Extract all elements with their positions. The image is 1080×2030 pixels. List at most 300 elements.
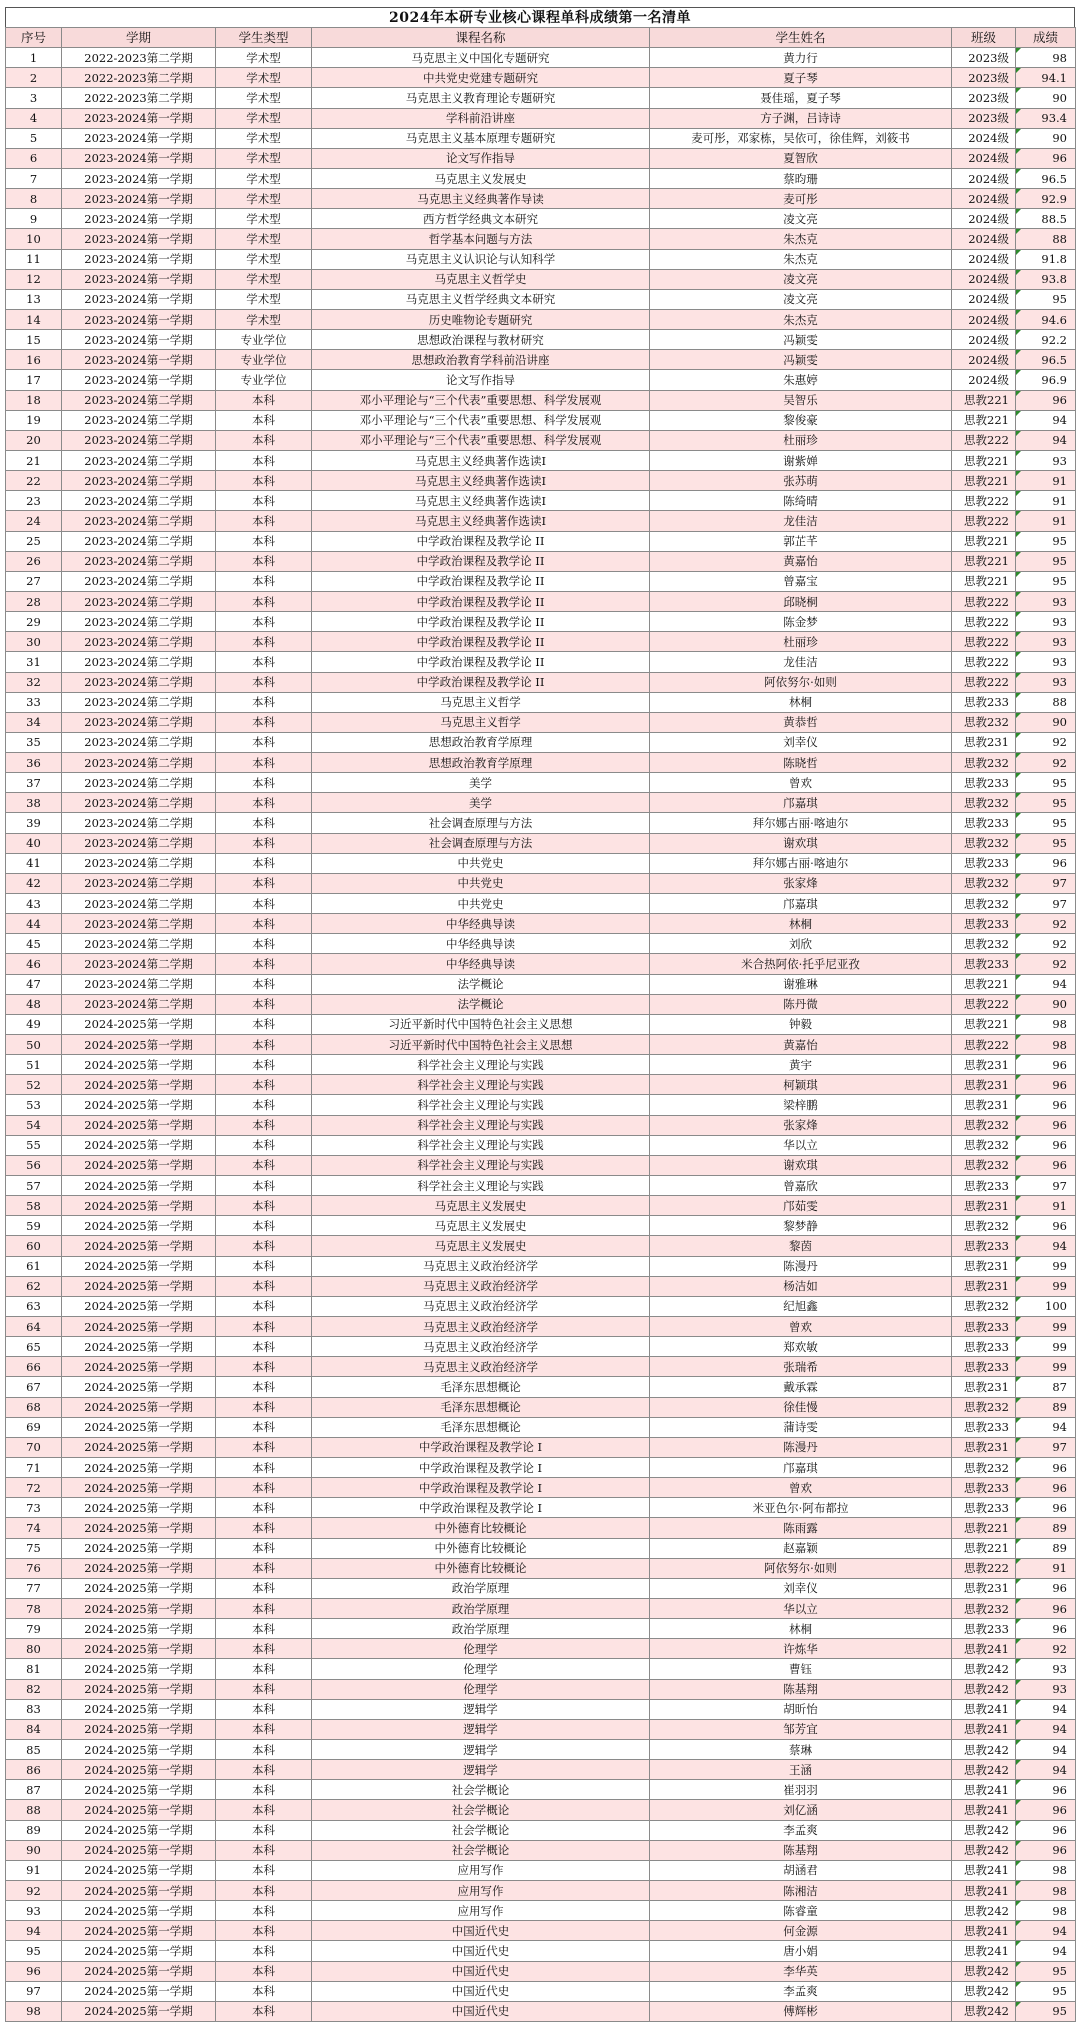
cell-index: 55	[6, 1135, 62, 1155]
table-row	[6, 1699, 1076, 1719]
table-row	[6, 1921, 1076, 1941]
cell-course: 学科前沿讲座	[312, 108, 650, 128]
cell-student-name: 黄嘉怡	[650, 551, 952, 571]
cell-class: 2024级	[952, 350, 1016, 370]
cell-score: 89	[1016, 1397, 1076, 1417]
cell-student-type: 本科	[216, 914, 312, 934]
table-row	[6, 1397, 1076, 1417]
cell-index: 35	[6, 732, 62, 752]
cell-student-type: 本科	[216, 1961, 312, 1981]
cell-score: 96	[1016, 1598, 1076, 1618]
cell-course: 马克思主义经典著作选读I	[312, 511, 650, 531]
cell-class: 思教222	[952, 1558, 1016, 1578]
cell-index: 4	[6, 108, 62, 128]
cell-student-name: 何金源	[650, 1921, 952, 1941]
table-row	[6, 873, 1076, 893]
cell-student-type: 本科	[216, 894, 312, 914]
cell-term: 2023-2024第二学期	[62, 873, 216, 893]
table-row	[6, 672, 1076, 692]
cell-score: 92	[1016, 753, 1076, 773]
cell-index: 10	[6, 229, 62, 249]
cell-course: 马克思主义哲学	[312, 692, 650, 712]
cell-index: 36	[6, 753, 62, 773]
cell-term: 2023-2024第一学期	[62, 209, 216, 229]
cell-term: 2024-2025第一学期	[62, 1397, 216, 1417]
cell-class: 思教241	[952, 1941, 1016, 1961]
cell-term: 2023-2024第二学期	[62, 753, 216, 773]
cell-class: 2023级	[952, 108, 1016, 128]
cell-score: 94	[1016, 1236, 1076, 1256]
cell-score: 92.2	[1016, 330, 1076, 350]
cell-class: 思教232	[952, 793, 1016, 813]
cell-student-type: 本科	[216, 1155, 312, 1175]
cell-student-type: 学术型	[216, 48, 312, 68]
table-row	[6, 571, 1076, 591]
cell-class: 思教222	[952, 430, 1016, 450]
cell-student-name: 陈晓哲	[650, 753, 952, 773]
cell-index: 58	[6, 1196, 62, 1216]
cell-class: 思教233	[952, 1478, 1016, 1498]
cell-score: 98	[1016, 1014, 1076, 1034]
cell-score: 94	[1016, 1941, 1076, 1961]
cell-student-type: 本科	[216, 511, 312, 531]
cell-course: 思想政治教育学科前沿讲座	[312, 350, 650, 370]
cell-class: 思教232	[952, 1216, 1016, 1236]
cell-index: 88	[6, 1800, 62, 1820]
cell-class: 2024级	[952, 370, 1016, 390]
cell-student-type: 本科	[216, 1901, 312, 1921]
cell-term: 2024-2025第一学期	[62, 1135, 216, 1155]
cell-score: 94	[1016, 430, 1076, 450]
cell-term: 2023-2024第二学期	[62, 632, 216, 652]
cell-student-name: 米亚色尔·阿布都拉	[650, 1498, 952, 1518]
cell-class: 思教241	[952, 1880, 1016, 1900]
cell-term: 2023-2024第二学期	[62, 974, 216, 994]
cell-score: 95	[1016, 1961, 1076, 1981]
table-row	[6, 2001, 1076, 2021]
cell-index: 33	[6, 692, 62, 712]
header-class: 班级	[952, 28, 1016, 48]
cell-student-type: 本科	[216, 873, 312, 893]
cell-student-name: 阿依努尔·如则	[650, 672, 952, 692]
cell-student-type: 本科	[216, 1176, 312, 1196]
cell-class: 思教231	[952, 1377, 1016, 1397]
table-row	[6, 1538, 1076, 1558]
cell-student-name: 赵嘉颖	[650, 1538, 952, 1558]
cell-student-name: 龙佳洁	[650, 511, 952, 531]
cell-index: 95	[6, 1941, 62, 1961]
cell-student-type: 本科	[216, 1196, 312, 1216]
table-row	[6, 209, 1076, 229]
cell-student-name: 黎俊豪	[650, 410, 952, 430]
cell-course: 马克思主义政治经济学	[312, 1256, 650, 1276]
cell-class: 思教232	[952, 1135, 1016, 1155]
table-row	[6, 1296, 1076, 1316]
cell-class: 思教242	[952, 1961, 1016, 1981]
cell-course: 科学社会主义理论与实践	[312, 1155, 650, 1175]
cell-class: 2024级	[952, 249, 1016, 269]
cell-class: 思教232	[952, 1296, 1016, 1316]
cell-student-name: 陈金梦	[650, 612, 952, 632]
cell-class: 思教221	[952, 571, 1016, 591]
cell-course: 论文写作指导	[312, 148, 650, 168]
cell-class: 思教222	[952, 1035, 1016, 1055]
cell-score: 93	[1016, 652, 1076, 672]
table-row	[6, 1860, 1076, 1880]
cell-index: 24	[6, 511, 62, 531]
cell-course: 美学	[312, 773, 650, 793]
cell-term: 2024-2025第一学期	[62, 1760, 216, 1780]
cell-term: 2024-2025第一学期	[62, 1035, 216, 1055]
cell-index: 38	[6, 793, 62, 813]
cell-student-type: 本科	[216, 1639, 312, 1659]
cell-index: 79	[6, 1619, 62, 1639]
table-row	[6, 511, 1076, 531]
cell-student-type: 本科	[216, 612, 312, 632]
cell-score: 95	[1016, 551, 1076, 571]
cell-class: 思教232	[952, 1115, 1016, 1135]
cell-index: 93	[6, 1901, 62, 1921]
cell-score: 94.1	[1016, 68, 1076, 88]
cell-student-type: 学术型	[216, 189, 312, 209]
cell-score: 93	[1016, 450, 1076, 470]
table-row	[6, 793, 1076, 813]
cell-index: 94	[6, 1921, 62, 1941]
table-row	[6, 1457, 1076, 1477]
cell-student-name: 邝嘉琪	[650, 1457, 952, 1477]
cell-student-type: 本科	[216, 1035, 312, 1055]
cell-course: 中学政治课程及教学论 II	[312, 672, 650, 692]
cell-student-type: 本科	[216, 491, 312, 511]
cell-score: 99	[1016, 1337, 1076, 1357]
cell-index: 37	[6, 773, 62, 793]
cell-student-name: 黄宇	[650, 1055, 952, 1075]
cell-class: 思教242	[952, 1820, 1016, 1840]
cell-course: 马克思主义发展史	[312, 1196, 650, 1216]
cell-class: 思教231	[952, 1055, 1016, 1075]
cell-student-type: 本科	[216, 1518, 312, 1538]
cell-term: 2024-2025第一学期	[62, 1437, 216, 1457]
table-row	[6, 1276, 1076, 1296]
cell-score: 96	[1016, 1780, 1076, 1800]
cell-class: 思教231	[952, 1256, 1016, 1276]
table-row	[6, 68, 1076, 88]
cell-student-type: 本科	[216, 1981, 312, 2001]
cell-student-type: 本科	[216, 793, 312, 813]
cell-index: 96	[6, 1961, 62, 1981]
cell-student-name: 龙佳洁	[650, 652, 952, 672]
cell-score: 94	[1016, 1739, 1076, 1759]
cell-score: 94	[1016, 1719, 1076, 1739]
cell-score: 94	[1016, 410, 1076, 430]
cell-score: 90	[1016, 712, 1076, 732]
cell-score: 96	[1016, 1155, 1076, 1175]
cell-student-name: 刘幸仪	[650, 1578, 952, 1598]
cell-score: 96	[1016, 1115, 1076, 1135]
cell-student-type: 学术型	[216, 229, 312, 249]
table-row	[6, 1719, 1076, 1739]
cell-class: 思教242	[952, 1739, 1016, 1759]
cell-class: 思教233	[952, 1498, 1016, 1518]
table-row	[6, 1317, 1076, 1337]
cell-term: 2023-2024第二学期	[62, 672, 216, 692]
cell-student-type: 本科	[216, 1679, 312, 1699]
cell-class: 思教232	[952, 894, 1016, 914]
cell-class: 思教232	[952, 873, 1016, 893]
table-row	[6, 309, 1076, 329]
header-index: 序号	[6, 28, 62, 48]
cell-course: 中外德育比较概论	[312, 1518, 650, 1538]
cell-score: 92.9	[1016, 189, 1076, 209]
cell-index: 68	[6, 1397, 62, 1417]
cell-student-name: 麦可彤，邓家栋，吴依可，徐佳辉，刘筱书	[650, 128, 952, 148]
cell-index: 66	[6, 1357, 62, 1377]
cell-course: 马克思主义发展史	[312, 1236, 650, 1256]
cell-class: 思教232	[952, 833, 1016, 853]
cell-class: 思教242	[952, 2001, 1016, 2021]
cell-student-type: 本科	[216, 1357, 312, 1377]
cell-student-name: 杜丽珍	[650, 430, 952, 450]
cell-student-name: 张家烽	[650, 1115, 952, 1135]
cell-course: 邓小平理论与“三个代表”重要思想、科学发展观	[312, 410, 650, 430]
cell-term: 2023-2024第二学期	[62, 934, 216, 954]
table-row	[6, 692, 1076, 712]
cell-term: 2023-2024第二学期	[62, 894, 216, 914]
cell-class: 思教232	[952, 1155, 1016, 1175]
header-term: 学期	[62, 28, 216, 48]
cell-class: 思教232	[952, 934, 1016, 954]
table-row	[6, 1155, 1076, 1175]
cell-course: 马克思主义中国化专题研究	[312, 48, 650, 68]
cell-term: 2022-2023第二学期	[62, 48, 216, 68]
cell-student-name: 陈基翔	[650, 1840, 952, 1860]
cell-term: 2024-2025第一学期	[62, 1276, 216, 1296]
cell-index: 71	[6, 1457, 62, 1477]
cell-student-name: 陈雨露	[650, 1518, 952, 1538]
cell-term: 2024-2025第一学期	[62, 1236, 216, 1256]
cell-class: 2024级	[952, 309, 1016, 329]
cell-index: 87	[6, 1780, 62, 1800]
cell-index: 18	[6, 390, 62, 410]
cell-student-name: 林桐	[650, 914, 952, 934]
cell-course: 社会学概论	[312, 1840, 650, 1860]
cell-student-type: 学术型	[216, 209, 312, 229]
cell-student-name: 夏智欣	[650, 148, 952, 168]
cell-class: 思教231	[952, 1276, 1016, 1296]
cell-course: 应用写作	[312, 1901, 650, 1921]
cell-index: 22	[6, 471, 62, 491]
cell-class: 思教241	[952, 1639, 1016, 1659]
cell-course: 马克思主义发展史	[312, 168, 650, 188]
cell-student-type: 本科	[216, 1397, 312, 1417]
cell-course: 中国近代史	[312, 1921, 650, 1941]
cell-index: 11	[6, 249, 62, 269]
cell-course: 逻辑学	[312, 1739, 650, 1759]
cell-index: 44	[6, 914, 62, 934]
cell-score: 96	[1016, 1055, 1076, 1075]
cell-class: 思教233	[952, 954, 1016, 974]
cell-index: 6	[6, 148, 62, 168]
cell-student-type: 专业学位	[216, 330, 312, 350]
cell-student-type: 本科	[216, 430, 312, 450]
cell-class: 思教221	[952, 974, 1016, 994]
cell-score: 93	[1016, 612, 1076, 632]
cell-index: 7	[6, 168, 62, 188]
cell-course: 政治学原理	[312, 1598, 650, 1618]
cell-score: 92	[1016, 934, 1076, 954]
cell-student-type: 本科	[216, 1880, 312, 1900]
cell-index: 43	[6, 894, 62, 914]
cell-score: 96	[1016, 853, 1076, 873]
cell-student-type: 本科	[216, 974, 312, 994]
cell-course: 中国近代史	[312, 1961, 650, 1981]
cell-course: 马克思主义经典著作导读	[312, 189, 650, 209]
cell-student-name: 许炼华	[650, 1639, 952, 1659]
cell-student-type: 本科	[216, 1719, 312, 1739]
cell-student-type: 本科	[216, 471, 312, 491]
cell-student-name: 胡涵君	[650, 1860, 952, 1880]
cell-class: 思教231	[952, 732, 1016, 752]
cell-term: 2024-2025第一学期	[62, 1518, 216, 1538]
cell-index: 70	[6, 1437, 62, 1457]
cell-class: 思教233	[952, 1337, 1016, 1357]
cell-course: 中共党史	[312, 873, 650, 893]
cell-score: 96	[1016, 1216, 1076, 1236]
cell-index: 98	[6, 2001, 62, 2021]
cell-class: 思教241	[952, 1699, 1016, 1719]
cell-course: 毛泽东思想概论	[312, 1377, 650, 1397]
cell-student-name: 谢欢琪	[650, 1155, 952, 1175]
table-row	[6, 88, 1076, 108]
cell-student-name: 邱晓桐	[650, 591, 952, 611]
cell-term: 2024-2025第一学期	[62, 2001, 216, 2021]
cell-student-type: 本科	[216, 1860, 312, 1880]
cell-student-type: 本科	[216, 1921, 312, 1941]
cell-student-name: 邝茹雯	[650, 1196, 952, 1216]
table-row	[6, 1558, 1076, 1578]
cell-score: 93	[1016, 672, 1076, 692]
cell-score: 91	[1016, 1196, 1076, 1216]
cell-term: 2024-2025第一学期	[62, 1619, 216, 1639]
cell-class: 思教232	[952, 753, 1016, 773]
cell-student-type: 本科	[216, 1780, 312, 1800]
cell-class: 2023级	[952, 88, 1016, 108]
table-row	[6, 1075, 1076, 1095]
cell-student-type: 本科	[216, 1276, 312, 1296]
cell-class: 思教222	[952, 511, 1016, 531]
results-table	[5, 27, 1076, 2022]
table-row	[6, 430, 1076, 450]
cell-index: 29	[6, 612, 62, 632]
cell-course: 社会学概论	[312, 1800, 650, 1820]
cell-class: 思教241	[952, 1780, 1016, 1800]
cell-class: 思教242	[952, 1840, 1016, 1860]
cell-student-name: 曾欢	[650, 773, 952, 793]
table-row	[6, 1780, 1076, 1800]
table-row	[6, 1095, 1076, 1115]
table-row	[6, 551, 1076, 571]
cell-student-name: 曾嘉欣	[650, 1176, 952, 1196]
cell-term: 2023-2024第二学期	[62, 833, 216, 853]
cell-index: 21	[6, 450, 62, 470]
cell-score: 97	[1016, 1437, 1076, 1457]
cell-index: 90	[6, 1840, 62, 1860]
cell-student-name: 吴智乐	[650, 390, 952, 410]
cell-score: 88	[1016, 692, 1076, 712]
table-row	[6, 370, 1076, 390]
table-row	[6, 712, 1076, 732]
cell-score: 93	[1016, 632, 1076, 652]
cell-score: 96	[1016, 1800, 1076, 1820]
cell-student-name: 徐佳慢	[650, 1397, 952, 1417]
cell-student-name: 刘幸仪	[650, 732, 952, 752]
cell-term: 2024-2025第一学期	[62, 1357, 216, 1377]
cell-index: 67	[6, 1377, 62, 1397]
cell-student-name: 梁梓鹏	[650, 1095, 952, 1115]
cell-course: 科学社会主义理论与实践	[312, 1075, 650, 1095]
cell-student-name: 刘亿涵	[650, 1800, 952, 1820]
cell-index: 85	[6, 1739, 62, 1759]
cell-term: 2024-2025第一学期	[62, 1719, 216, 1739]
cell-student-type: 本科	[216, 1377, 312, 1397]
cell-term: 2023-2024第二学期	[62, 430, 216, 450]
cell-term: 2023-2024第二学期	[62, 390, 216, 410]
cell-term: 2024-2025第一学期	[62, 1961, 216, 1981]
cell-index: 48	[6, 994, 62, 1014]
cell-student-name: 曹钰	[650, 1659, 952, 1679]
cell-student-name: 谢欢琪	[650, 833, 952, 853]
cell-score: 95	[1016, 833, 1076, 853]
cell-course: 马克思主义经典著作选读I	[312, 491, 650, 511]
cell-score: 91	[1016, 471, 1076, 491]
cell-index: 52	[6, 1075, 62, 1095]
cell-term: 2024-2025第一学期	[62, 1115, 216, 1135]
cell-index: 78	[6, 1598, 62, 1618]
cell-term: 2024-2025第一学期	[62, 1095, 216, 1115]
cell-class: 2024级	[952, 148, 1016, 168]
cell-index: 51	[6, 1055, 62, 1075]
cell-score: 93.4	[1016, 108, 1076, 128]
cell-index: 30	[6, 632, 62, 652]
cell-score: 96	[1016, 1578, 1076, 1598]
table-row	[6, 1478, 1076, 1498]
cell-score: 98	[1016, 1880, 1076, 1900]
cell-index: 42	[6, 873, 62, 893]
cell-student-type: 本科	[216, 1619, 312, 1639]
cell-term: 2024-2025第一学期	[62, 1296, 216, 1316]
cell-index: 73	[6, 1498, 62, 1518]
cell-student-type: 本科	[216, 1014, 312, 1034]
cell-index: 92	[6, 1880, 62, 1900]
table-row	[6, 148, 1076, 168]
cell-index: 15	[6, 330, 62, 350]
cell-index: 2	[6, 68, 62, 88]
cell-index: 40	[6, 833, 62, 853]
cell-student-type: 学术型	[216, 309, 312, 329]
cell-score: 93	[1016, 1659, 1076, 1679]
cell-course: 伦理学	[312, 1679, 650, 1699]
cell-student-name: 杨洁如	[650, 1276, 952, 1296]
sheet-title: 2024年本研专业核心课程单科成绩第一名清单	[5, 7, 1075, 27]
cell-index: 76	[6, 1558, 62, 1578]
cell-term: 2023-2024第一学期	[62, 289, 216, 309]
cell-student-name: 张瑞希	[650, 1357, 952, 1377]
table-row	[6, 1216, 1076, 1236]
cell-score: 92	[1016, 1639, 1076, 1659]
cell-score: 95	[1016, 289, 1076, 309]
table-row	[6, 1840, 1076, 1860]
cell-student-name: 林桐	[650, 692, 952, 712]
